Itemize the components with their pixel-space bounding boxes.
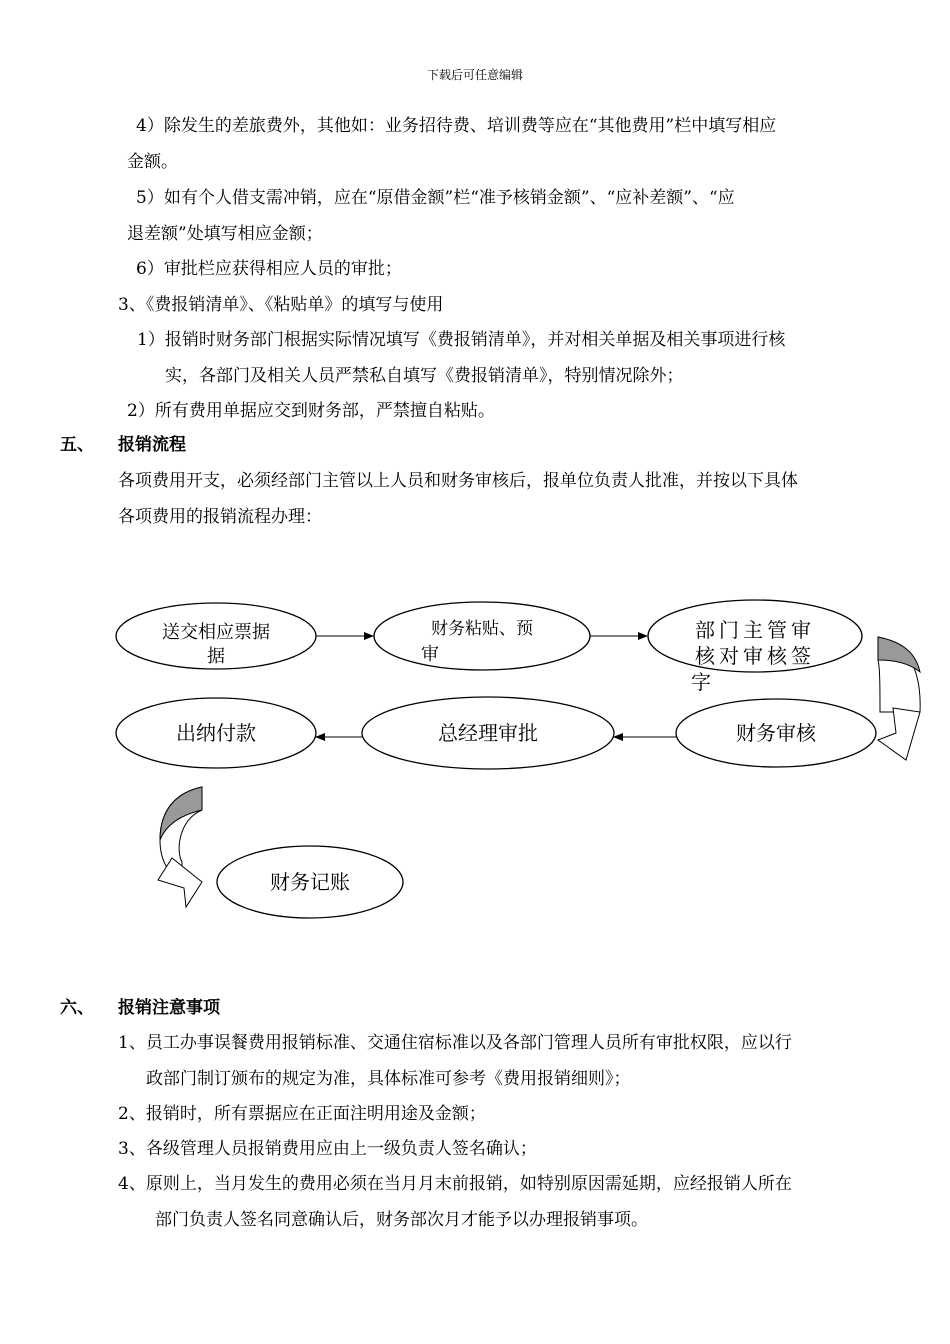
item6-line1: 6）审批栏应获得相应人员的审批； xyxy=(136,259,402,279)
curved-arrow-cashier-to-bookkeeping xyxy=(158,787,202,907)
notice-item4-line2: 部门负责人签名同意确认后，财务部次月才能予以办理报销事项。 xyxy=(155,1210,648,1230)
item3-title: 3、《费报销清单》、《粘贴单》的填写与使用 xyxy=(118,295,444,315)
notice-item1-line1: 1、员工办事误餐费用报销标准、交通住宿标准以及各部门管理人员所有审批权限，应以行 xyxy=(118,1033,792,1053)
curved-arrow-dept-to-audit xyxy=(878,637,920,760)
node-paste-text-2: 审 xyxy=(421,644,439,665)
section5-number: 五、 xyxy=(60,435,94,455)
notice-item2: 2、报销时，所有票据应在正面注明用途及金额； xyxy=(118,1104,486,1124)
notice-item3: 3、各级管理人员报销费用应由上一级负责人签名确认； xyxy=(118,1139,537,1159)
section5-intro-line1: 各项费用开支，必须经部门主管以上人员和财务审核后，报单位负责人批准，并按以下具体 xyxy=(118,471,798,491)
node-cashier-text: 出纳付款 xyxy=(176,721,256,745)
item4-line1: 4）除发生的差旅费外，其他如：业务招待费、培训费等应在“其他费用”栏中填写相应 xyxy=(136,116,777,136)
section6-number: 六、 xyxy=(60,998,94,1018)
node-submit-text-1: 送交相应票据 xyxy=(162,622,270,643)
node-submit-text-2: 据 xyxy=(207,646,225,667)
item5-line1: 5）如有个人借支需冲销，应在“原借金额”栏“准予核销金额”、“应补差额”、“应 xyxy=(136,188,735,208)
node-dept-text-2: 核对审核签 xyxy=(695,644,815,668)
node-paste-text-1: 财务粘贴、预 xyxy=(431,619,533,639)
section6-title: 报销注意事项 xyxy=(118,998,220,1018)
item5-line2: 退差额”处填写相应金额； xyxy=(127,224,323,244)
node-dept-text-3: 字 xyxy=(691,670,711,694)
node-finance-audit-text: 财务审核 xyxy=(736,721,816,745)
reimbursement-flowchart xyxy=(0,580,950,940)
notice-item1-line2: 政部门制订颁布的规定为准，具体标准可参考《费用报销细则》； xyxy=(146,1069,631,1089)
section5-intro-line2: 各项费用的报销流程办理： xyxy=(118,507,322,527)
header-note: 下载后可任意编辑 xyxy=(426,68,523,82)
item3-sub2: 2）所有费用单据应交到财务部，严禁擅自粘贴。 xyxy=(127,401,495,421)
item4-line2: 金额。 xyxy=(127,152,178,172)
item3-sub1-line1: 1）报销时财务部门根据实际情况填写《费报销清单》，并对相关单据及相关事项进行核 xyxy=(137,330,786,350)
node-gm-approve-text: 总经理审批 xyxy=(438,721,538,745)
notice-item4-line1: 4、原则上，当月发生的费用必须在当月月末前报销，如特别原因需延期，应经报销人所在 xyxy=(118,1174,792,1194)
section5-title: 报销流程 xyxy=(118,435,186,455)
item3-sub1-line2: 实，各部门及相关人员严禁私自填写《费报销清单》，特别情况除外； xyxy=(165,366,684,386)
node-dept-text-1: 部门主管审 xyxy=(695,618,815,642)
node-bookkeeping-text: 财务记账 xyxy=(270,870,350,894)
